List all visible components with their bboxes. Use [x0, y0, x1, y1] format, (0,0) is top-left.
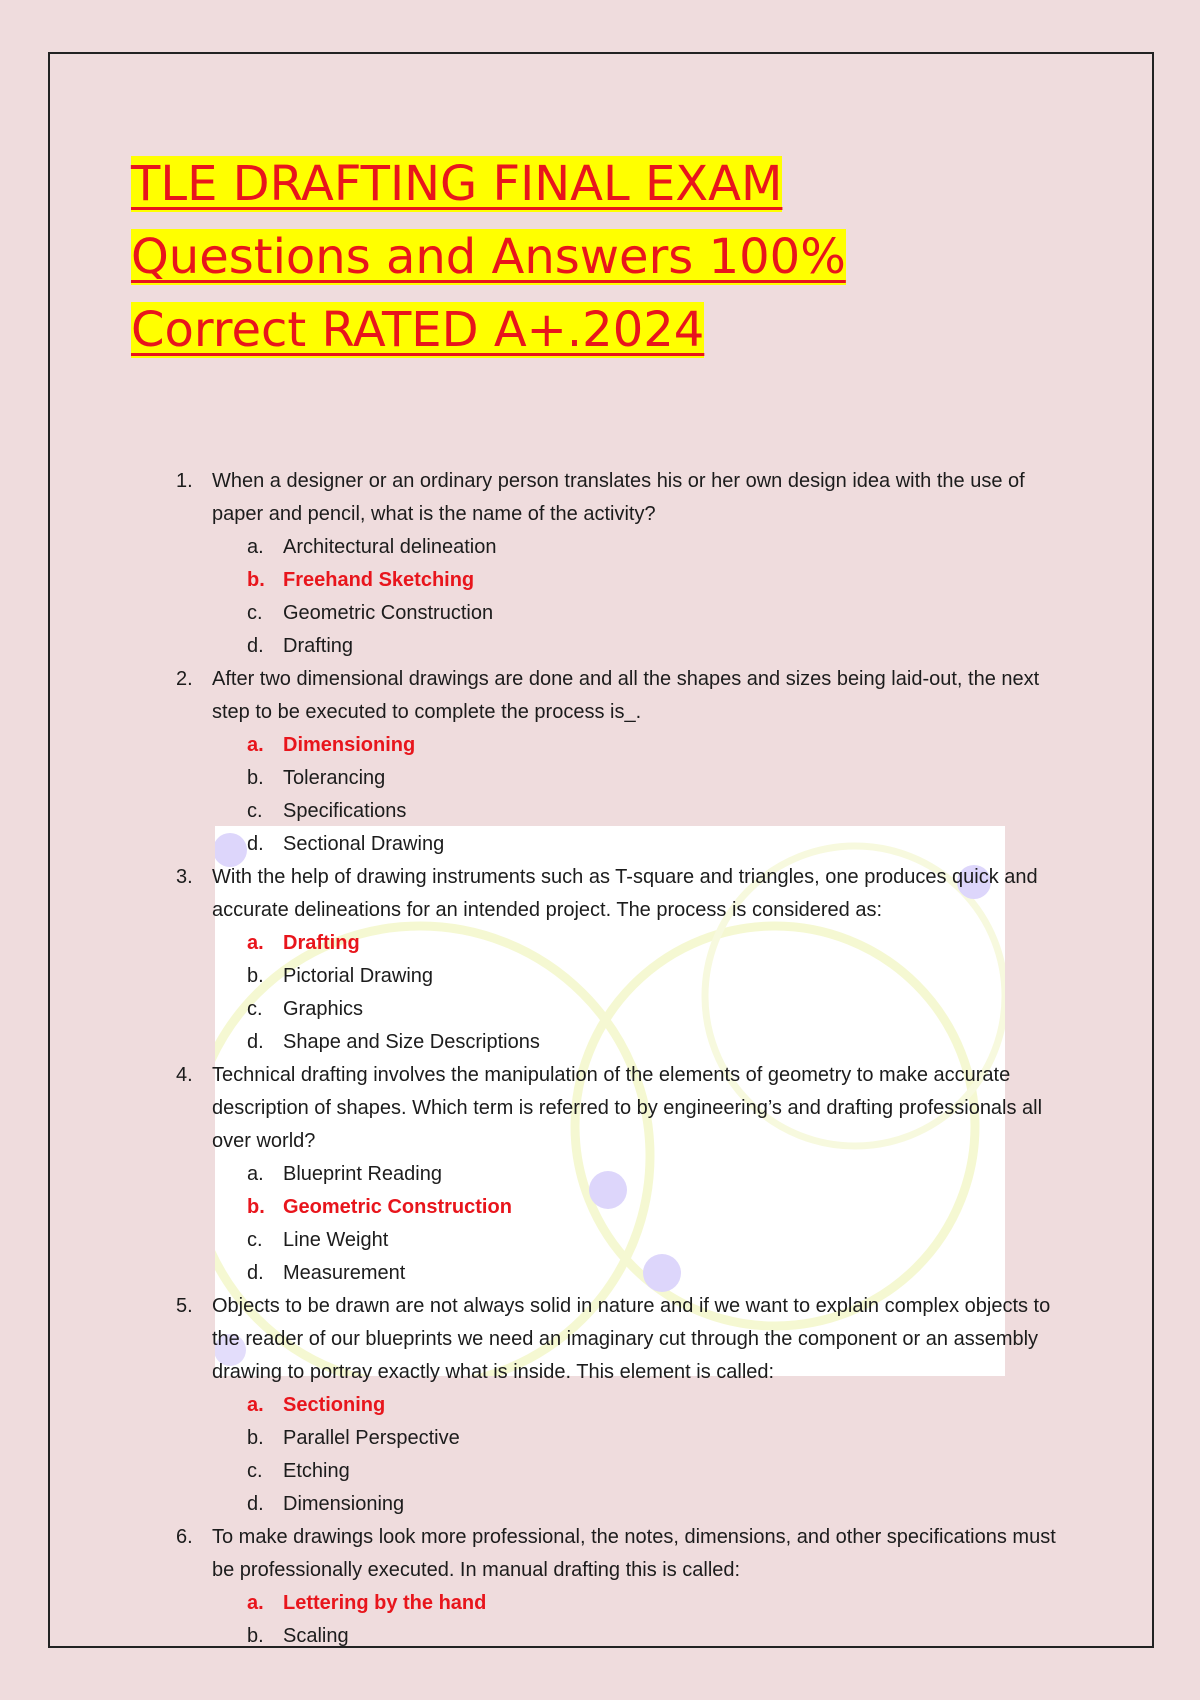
option-letter: b. [247, 1427, 264, 1449]
option-letter: d. [247, 1262, 264, 1284]
option-letter: c. [247, 1229, 263, 1251]
option-text: Geometric Construction [283, 1196, 512, 1218]
option-text: Freehand Sketching [283, 569, 475, 591]
option-letter: b. [247, 767, 264, 789]
option-text: Graphics [283, 998, 364, 1020]
answer-option-correct [212, 1191, 1062, 1224]
answer-option [212, 597, 1062, 630]
question-number: 5. [176, 1295, 193, 1317]
question-text: After two dimensional drawings are done and all the shapes and sizes being laid-out, the next step to be executed to complete the process is_. [212, 668, 1040, 723]
answer-option [212, 828, 1062, 861]
question-item [0, 1290, 1062, 1521]
answer-option [212, 1455, 1062, 1488]
option-letter: b. [247, 1196, 265, 1218]
option-text: Sectioning [283, 1394, 386, 1416]
option-text: Dimensioning [283, 1493, 405, 1515]
question-number: 3. [176, 866, 193, 888]
option-text: Blueprint Reading [283, 1163, 442, 1185]
option-letter: a. [247, 932, 264, 954]
question-number: 4. [176, 1064, 193, 1086]
option-letter: c. [247, 998, 263, 1020]
answer-options [212, 1389, 1062, 1521]
option-letter: a. [247, 1394, 264, 1416]
answer-option [212, 1257, 1062, 1290]
option-letter: c. [247, 800, 263, 822]
question-text: With the help of drawing instruments such as T-square and triangles, one produces quick and accurate delineations for an intended project. The process is considered as: [212, 866, 1038, 921]
option-letter: d. [247, 635, 264, 657]
answer-option-correct [212, 1587, 1062, 1620]
answer-option-correct [212, 1389, 1062, 1422]
option-text: Shape and Size Descriptions [283, 1031, 540, 1053]
question-number: 1. [176, 470, 193, 492]
question-item [0, 465, 1062, 663]
answer-options [212, 1587, 1062, 1653]
question-item [0, 663, 1062, 861]
answer-option [212, 1620, 1062, 1653]
option-letter: d. [247, 1031, 264, 1053]
option-letter: b. [247, 965, 264, 987]
option-letter: b. [247, 569, 265, 591]
option-text: Measurement [283, 1262, 406, 1284]
answer-option [212, 1422, 1062, 1455]
answer-option-correct [212, 564, 1062, 597]
option-text: Architectural delineation [283, 536, 497, 558]
answer-option [212, 630, 1062, 663]
answer-option [212, 795, 1062, 828]
option-text: Drafting [283, 932, 360, 954]
question-number: 6. [176, 1526, 193, 1548]
question-item [0, 1059, 1062, 1290]
option-letter: c. [247, 602, 263, 624]
option-text: Scaling [283, 1625, 349, 1647]
option-text: Pictorial Drawing [283, 965, 434, 987]
answer-option-correct [212, 729, 1062, 762]
answer-option [212, 993, 1062, 1026]
option-text: Geometric Construction [283, 602, 494, 624]
answer-option [212, 1158, 1062, 1191]
answer-options [212, 1158, 1062, 1290]
question-text: Technical drafting involves the manipulation of the elements of geometry to make accurate description of shapes. Which term is referred to by engineering’s and drafting professionals all over world? [212, 1064, 1043, 1152]
answer-option-correct [212, 927, 1062, 960]
question-item [0, 861, 1062, 1059]
option-text: Tolerancing [283, 767, 386, 789]
answer-option [212, 1488, 1062, 1521]
answer-option [212, 1026, 1062, 1059]
answer-option [212, 531, 1062, 564]
answer-option [212, 960, 1062, 993]
option-letter: b. [247, 1625, 264, 1647]
answer-option [212, 762, 1062, 795]
option-text: Sectional Drawing [283, 833, 445, 855]
question-number: 2. [176, 668, 193, 690]
document-title [131, 148, 1031, 367]
option-letter: a. [247, 536, 264, 558]
question-text: To make drawings look more professional, the notes, dimensions, and other specifications must be professionally executed. In manual drafting this is called: [212, 1526, 1056, 1581]
option-text: Etching [283, 1460, 350, 1482]
question-text: Objects to be drawn are not always solid in nature and if we want to explain complex objects to the reader of our blueprints we need an imaginary cut through the component or an assembly drawing to portray exactly what is inside. This element is called: [212, 1295, 1051, 1383]
answer-options [212, 531, 1062, 663]
question-item [0, 1521, 1062, 1653]
question-text: When a designer or an ordinary person translates his or her own design idea with the use of paper and pencil, what is the name of the activity? [212, 470, 1025, 525]
option-letter: a. [247, 734, 264, 756]
option-letter: a. [247, 1163, 264, 1185]
option-text: Lettering by the hand [283, 1592, 487, 1614]
option-text: Line Weight [283, 1229, 389, 1251]
option-letter: c. [247, 1460, 263, 1482]
option-text: Dimensioning [283, 734, 416, 756]
document-title-text: TLE DRAFTING FINAL EXAM Questions and Answers 100% Correct RATED A+.2024 [131, 156, 846, 358]
option-letter: d. [247, 833, 264, 855]
option-text: Parallel Perspective [283, 1427, 460, 1449]
question-list [0, 465, 1200, 1653]
option-letter: d. [247, 1493, 264, 1515]
option-text: Specifications [283, 800, 407, 822]
answer-option [212, 1224, 1062, 1257]
option-text: Drafting [283, 635, 354, 657]
option-letter: a. [247, 1592, 264, 1614]
answer-options [212, 927, 1062, 1059]
answer-options [212, 729, 1062, 861]
